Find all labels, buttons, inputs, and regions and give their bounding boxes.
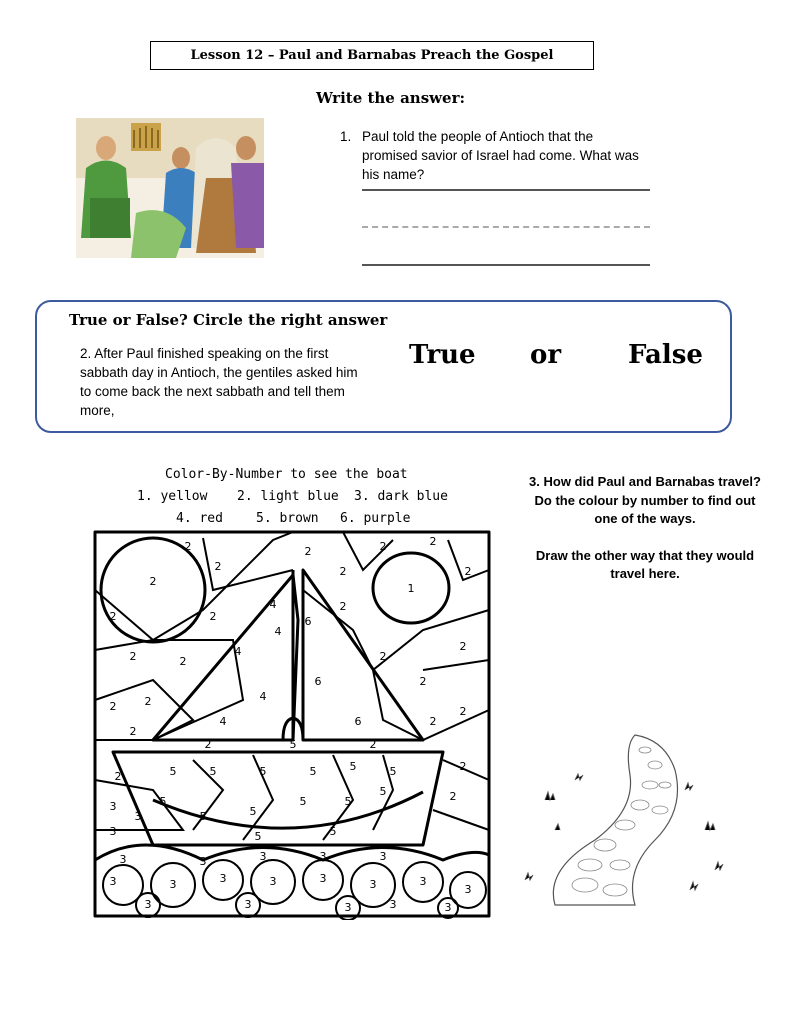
svg-text:5: 5: [254, 830, 262, 843]
svg-text:4: 4: [269, 598, 277, 611]
false-option[interactable]: False: [628, 340, 703, 370]
question-1-number: 1.: [340, 129, 352, 144]
svg-text:2: 2: [144, 695, 152, 708]
svg-text:2: 2: [129, 650, 137, 663]
svg-text:3: 3: [259, 850, 267, 863]
svg-text:2: 2: [459, 705, 467, 718]
svg-text:3: 3: [389, 898, 397, 911]
svg-text:2: 2: [459, 760, 467, 773]
question-3-instruction: Draw the other way that they would travel here.: [535, 547, 755, 581]
stone-road-illustration: [515, 730, 745, 910]
svg-text:6: 6: [304, 615, 312, 628]
true-option[interactable]: True: [409, 340, 476, 370]
svg-text:2: 2: [304, 545, 312, 558]
question-1: [340, 127, 640, 184]
svg-text:3: 3: [144, 898, 152, 911]
answer-line-bottom[interactable]: [362, 264, 650, 266]
svg-text:3: 3: [419, 875, 427, 888]
svg-text:2: 2: [184, 540, 192, 553]
svg-text:3: 3: [344, 901, 352, 914]
svg-text:3: 3: [109, 825, 117, 838]
svg-text:2: 2: [379, 650, 387, 663]
key-light-blue: 2. light blue: [237, 489, 339, 504]
svg-text:2: 2: [339, 565, 347, 578]
key-red: 4. red: [176, 511, 223, 526]
svg-text:3: 3: [269, 875, 277, 888]
answer-line-top[interactable]: [362, 189, 650, 191]
svg-text:3: 3: [319, 872, 327, 885]
svg-text:3: 3: [109, 800, 117, 813]
svg-text:2: 2: [429, 715, 437, 728]
svg-text:3: 3: [319, 850, 327, 863]
svg-text:5: 5: [349, 760, 357, 773]
svg-text:3: 3: [244, 898, 252, 911]
write-answer-heading: Write the answer:: [316, 89, 466, 107]
svg-text:5: 5: [199, 810, 207, 823]
svg-text:2: 2: [129, 725, 137, 738]
svg-text:5: 5: [159, 795, 167, 808]
key-dark-blue: 3. dark blue: [354, 489, 448, 504]
svg-text:2: 2: [419, 675, 427, 688]
svg-text:2: 2: [339, 600, 347, 613]
svg-text:2: 2: [204, 738, 212, 751]
svg-text:4: 4: [259, 690, 267, 703]
svg-text:5: 5: [389, 765, 397, 778]
question-3-text: 3. How did Paul and Barnabas travel? Do the colour by number to find out one of the ways.: [529, 474, 761, 526]
key-yellow: 1. yellow: [137, 489, 208, 504]
key-brown: 5. brown: [256, 511, 319, 526]
svg-text:3: 3: [379, 850, 387, 863]
svg-text:5: 5: [169, 765, 177, 778]
svg-text:5: 5: [309, 765, 317, 778]
svg-text:2: 2: [179, 655, 187, 668]
svg-text:1: 1: [407, 582, 415, 595]
svg-text:2: 2: [209, 610, 217, 623]
svg-text:2: 2: [109, 700, 117, 713]
question-3: [525, 473, 765, 602]
svg-text:5: 5: [249, 805, 257, 818]
paul-preaching-illustration: [76, 118, 264, 258]
svg-text:3: 3: [464, 883, 472, 896]
svg-text:2: 2: [109, 610, 117, 623]
svg-text:2: 2: [379, 540, 387, 553]
svg-text:2: 2: [369, 738, 377, 751]
svg-text:3: 3: [109, 875, 117, 888]
svg-text:2: 2: [214, 560, 222, 573]
svg-text:3: 3: [134, 810, 142, 823]
svg-text:5: 5: [289, 738, 297, 751]
svg-text:5: 5: [379, 785, 387, 798]
answer-line-dashed[interactable]: [362, 226, 650, 228]
svg-text:5: 5: [259, 765, 267, 778]
svg-text:5: 5: [209, 765, 217, 778]
svg-text:2: 2: [149, 575, 157, 588]
true-false-heading: True or False? Circle the right answer: [69, 311, 388, 329]
key-purple: 6. purple: [340, 511, 411, 526]
color-by-number-title: Color-By-Number to see the boat: [165, 467, 408, 482]
svg-text:3: 3: [119, 853, 127, 866]
svg-text:4: 4: [219, 715, 227, 728]
svg-text:3: 3: [219, 872, 227, 885]
svg-text:5: 5: [329, 825, 337, 838]
svg-text:4: 4: [274, 625, 282, 638]
svg-text:5: 5: [299, 795, 307, 808]
svg-text:3: 3: [199, 855, 207, 868]
color-by-number-boat-picture[interactable]: [93, 530, 493, 920]
svg-text:3: 3: [444, 901, 452, 914]
svg-text:3: 3: [169, 878, 177, 891]
svg-text:2: 2: [459, 640, 467, 653]
question-2-text: 2. After Paul finished speaking on the first sabbath day in Antioch, the gentiles asked him to come back the next sabbath and tell them more,: [80, 346, 358, 418]
or-word: or: [530, 340, 562, 370]
svg-text:6: 6: [314, 675, 322, 688]
svg-text:6: 6: [354, 715, 362, 728]
svg-text:2: 2: [449, 790, 457, 803]
lesson-title: Lesson 12 – Paul and Barnabas Preach the Gospel: [150, 41, 594, 70]
svg-text:2: 2: [429, 535, 437, 548]
svg-text:5: 5: [344, 795, 352, 808]
svg-text:4: 4: [234, 645, 242, 658]
svg-text:2: 2: [114, 770, 122, 783]
question-1-text: Paul told the people of Antioch that the promised savior of Israel had come. What was his name?: [362, 129, 639, 182]
svg-text:3: 3: [369, 878, 377, 891]
svg-text:2: 2: [464, 565, 472, 578]
